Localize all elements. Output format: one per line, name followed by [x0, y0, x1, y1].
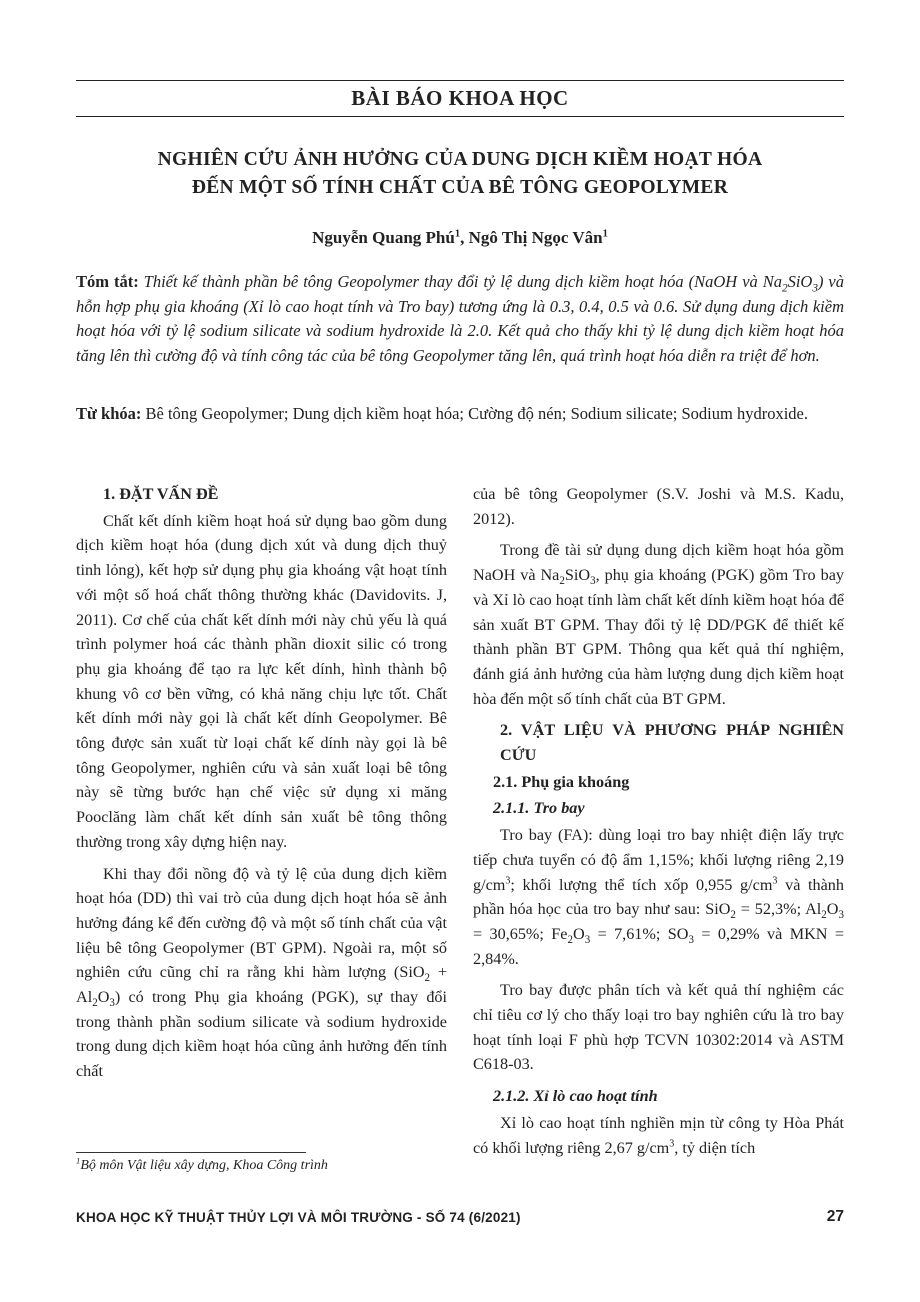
- abstract: [76, 270, 844, 368]
- author-separator: ,: [460, 228, 469, 247]
- keywords-label: Từ khóa:: [76, 404, 142, 423]
- paragraph-continued: của bê tông Geopolymer (S.V. Joshi và M.S. Kadu, 2012).: [473, 485, 844, 528]
- keywords: [76, 402, 844, 427]
- author-2: Ngô Thị Ngọc Vân: [468, 228, 603, 247]
- subsection-2-1-heading: 2.1. Phụ gia khoáng: [493, 772, 630, 791]
- subsection-2-1-2-heading: 2.1.2. Xỉ lò cao hoạt tính: [493, 1087, 658, 1106]
- footnote: [76, 1155, 447, 1174]
- paragraph-fly-ash: Tro bay (FA): dùng loại tro bay nhiệt điện lấy trực tiếp chưa tuyển có độ ẩm 1,15%; khối lượng riêng 2,19 $g/cm^3$; khối lượng thể tích xốp 0,955 $g/cm^3$ và thành phần hóa học của tro bay như sau: SiO$_2$ = 52,3%; $Al_2O_3 = 30,65\%$; $Fe_2O_3 = 7,61\%$; $SO_3 = 0,29\%$ và MKN = 2,84%.: [473, 826, 844, 968]
- article-title: [76, 146, 844, 202]
- subsection-2-1-1-heading: 2.1.1. Tro bay: [493, 799, 585, 818]
- footnote-rule: [76, 1152, 306, 1153]
- paragraph-intro-2: Khi thay đổi nồng độ và tỷ lệ của dung dịch kiềm hoạt hóa (DD) thì vai trò của dung dịch hoạt hóa sẽ ảnh hưởng đáng kể đến cường độ và một số tính chất của vật liệu bê tông Geopolymer (BT GPM). Ngoài ra, một số nghiên cứu cũng chỉ ra rằng khi hàm lượng $(SiO_2 + Al_2O_3)$ có trong Phụ gia khoáng (PGK), sự thay đổi trong thành phần sodium silicate và sodium hydroxide trong dung dịch kiềm hoạt hóa cũng ảnh hưởng đến tính chất: [76, 864, 447, 1081]
- title-line-2: ĐẾN MỘT SỐ TÍNH CHẤT CỦA BÊ TÔNG GEOPOLYMER: [191, 177, 729, 198]
- right-column: [473, 482, 844, 1167]
- author-list: [76, 228, 844, 248]
- paragraph-scope: Trong đề tài sử dụng dung dịch kiềm hoạt hóa gồm NaOH và $Na_2SiO_3$, phụ gia khoáng (PGK) gồm Tro bay và Xỉ lò cao hoạt tính làm chất kết dính kiềm hoạt hóa để sản xuất BT GPM. Thay đổi tỷ lệ DD/PGK để thiết kế thành phần BT GPM. Thông qua kết quả thí nghiệm, đánh giá ảnh hưởng của hàm lượng dung dịch kiềm hoạt hòa đến một số tính chất của BT GPM.: [473, 541, 844, 708]
- left-column: [76, 482, 447, 1091]
- paragraph-fly-ash-classification: Tro bay được phân tích và kết quả thí nghiệm các chỉ tiêu cơ lý cho thấy loại tro bay nghiên cứu là tro bay hoạt tính loại F phù hợp TCVN 10302:2014 và ASTM C618-03.: [473, 981, 844, 1074]
- title-line-1: NGHIÊN CỨU ẢNH HƯỞNG CỦA DUNG DỊCH KIỀM HOẠT HÓA: [157, 149, 763, 170]
- affiliation-mark-2: 1: [602, 228, 608, 240]
- keywords-text: Bê tông Geopolymer; Dung dịch kiềm hoạt hóa; Cường độ nén; Sodium silicate; Sodium hydroxide.: [141, 404, 808, 423]
- section-2-heading: 2. VẬT LIỆU VÀ PHƯƠNG PHÁP NGHIÊN CỨU: [500, 721, 844, 765]
- footnote-mark: 1: [76, 1155, 81, 1166]
- footnote-text: Bộ môn Vật liệu xây dựng, Khoa Công trình: [80, 1158, 328, 1173]
- header-bottom-rule: [76, 116, 844, 117]
- paragraph-slag: Xỉ lò cao hoạt tính nghiền mịn từ công ty Hòa Phát có khối lượng riêng 2,67 $g/cm^3$, tỷ diện tích: [473, 1113, 844, 1157]
- section-label: BÀI BÁO KHOA HỌC: [351, 86, 569, 110]
- paragraph-intro-1: Chất kết dính kiềm hoạt hoá sử dụng bao gồm dung dịch kiềm hoạt hóa (dung dịch xút và dung dịch thuỷ tinh lỏng), kết hợp sử dụng phụ gia khoáng vật hoạt tính với một số hoá chất thông thường khác (Davidovits. J, 2011). Cơ chế của chất kết dính mới này chủ yếu là quá trình polymer hoá các thành phần dioxit silic có trong phụ gia khoáng để tạo ra lực kết dính, hình thành bộ khung vô cơ bền vững, có khả năng chịu lực tốt. Chất kết dính mới này gọi là chất kết dính Geopolymer. Bê tông được sản xuất từ loại chất kế dính này gọi là bê tông Geopolymer, nghiên cứu và sản xuất loại bê tông này sẽ từng bước hạn chế việc sử dụng xi măng Pooclăng làm chất kết dính sản xuất bê tông thông thường trong xây dựng hiện nay.: [76, 511, 447, 851]
- page-number: 27: [826, 1208, 844, 1225]
- header-top-rule: [76, 80, 844, 81]
- author-1: Nguyễn Quang Phú: [312, 228, 455, 247]
- journal-footer: KHOA HỌC KỸ THUẬT THỦY LỢI VÀ MÔI TRƯỜNG - SỐ 74 (6/2021): [76, 1210, 521, 1225]
- abstract-text: Thiết kế thành phần bê tông Geopolymer thay đổi tỷ lệ dung dịch kiềm hoạt hóa (NaOH và $Na_2SiO_3$) và hỗn hợp phụ gia khoáng (Xỉ lò cao hoạt tính và Tro bay) tương ứng là 0.3, 0.4, 0.5 và 0.6. Sử dụng dung dịch kiềm hoạt hóa với tỷ lệ sodium silicate và sodium hydroxide là 2.0. Kết quả cho thấy khi tỷ lệ dung dịch kiềm hoạt hóa tăng lên thì cường độ và tính công tác của bê tông Geopolymer tăng lên, quá trình hoạt hóa diễn ra triệt để hơn.: [76, 272, 844, 365]
- affiliation-mark-1: 1: [454, 228, 461, 240]
- section-1-heading: 1. ĐẶT VẤN ĐỀ: [103, 485, 219, 503]
- abstract-label: Tóm tắt:: [76, 272, 139, 291]
